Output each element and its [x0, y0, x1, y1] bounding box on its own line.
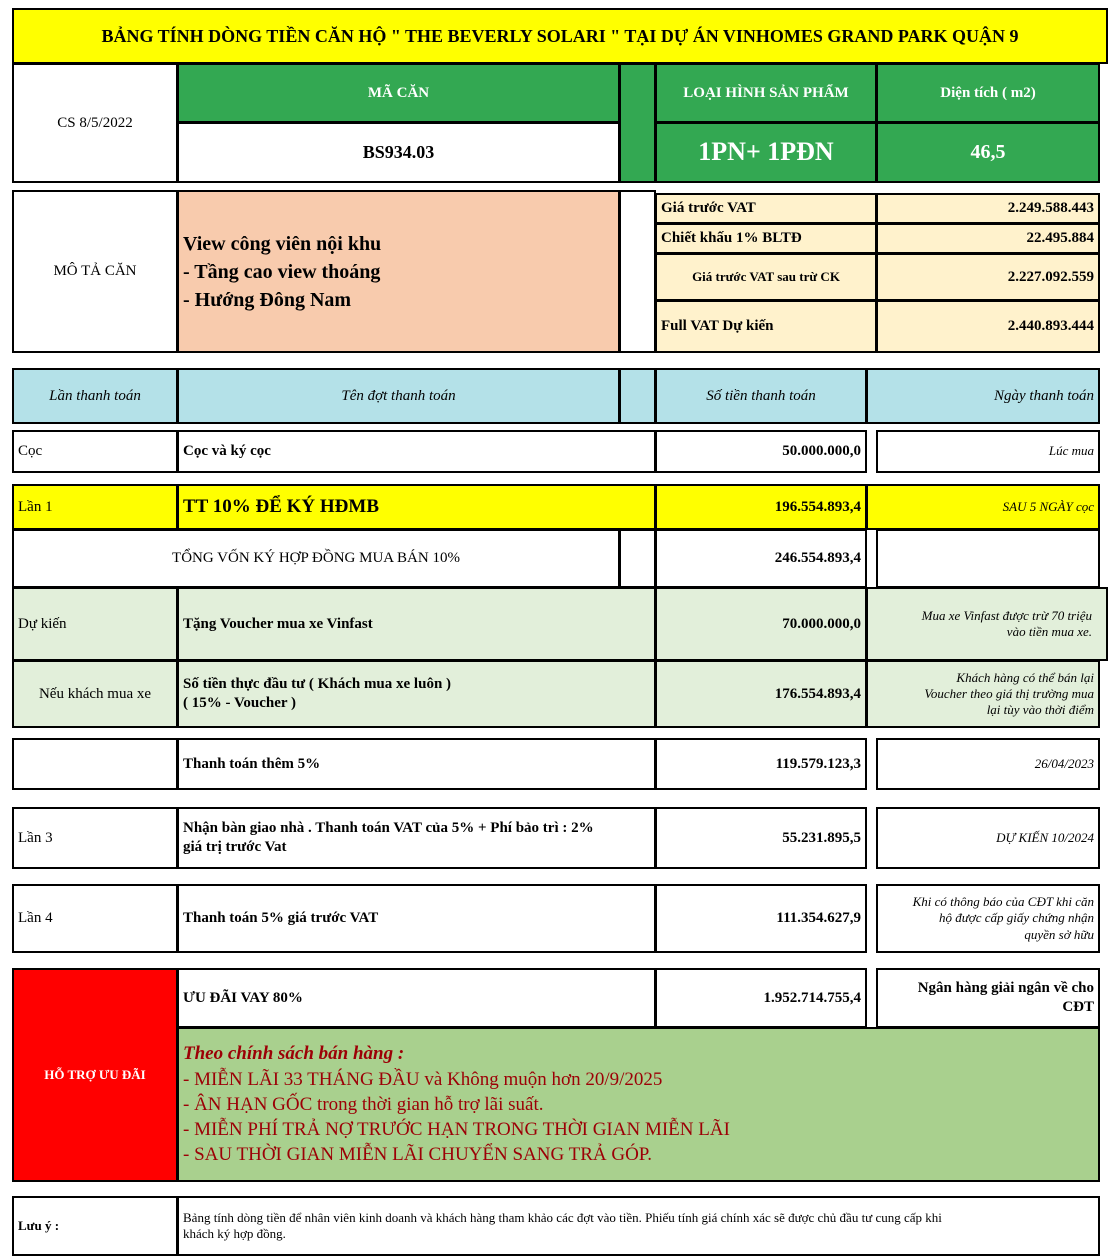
loan-note	[876, 968, 1100, 1028]
price-label: Giá trước VAT	[655, 193, 877, 224]
area-value: 46,5	[876, 122, 1100, 183]
column-header-name: Tên đợt thanh toán	[177, 368, 620, 424]
column-header-amount: Số tiền thanh toán	[655, 368, 867, 424]
row-phase: Lần 1	[12, 484, 178, 530]
row-phase: Nếu khách mua xe	[12, 660, 178, 728]
note-line: Khách hàng có thể bán lại	[956, 669, 1094, 685]
cs-date: CS 8/5/2022	[12, 63, 178, 183]
row-phase: Dự kiến	[12, 587, 178, 661]
spacer-cell	[619, 190, 656, 353]
loan-label: ƯU ĐÃI VAY 80%	[177, 968, 656, 1028]
row-date: 26/04/2023	[876, 738, 1100, 790]
row-amount: 176.554.893,4	[655, 660, 867, 728]
policy-title: Theo chính sách bán hàng :	[183, 1043, 405, 1065]
price-value: 22.495.884	[876, 223, 1100, 254]
row-name: Thanh toán 5% giá trước VAT	[177, 884, 656, 953]
total-label: TỔNG VỐN KÝ HỢP ĐỒNG MUA BÁN 10%	[12, 529, 620, 588]
row-amount: 55.231.895,5	[655, 807, 867, 869]
name-line: giá trị trước Vat	[183, 839, 287, 855]
support-label: HỖ TRỢ ƯU ĐÃI	[12, 968, 178, 1182]
description-box	[177, 190, 620, 353]
column-header-date: Ngày thanh toán	[866, 368, 1100, 424]
description-line: - Tầng cao view thoáng	[183, 260, 381, 283]
row-note	[866, 660, 1100, 728]
note-line: khách ký hợp đồng.	[183, 1226, 286, 1241]
note-text	[177, 1196, 1100, 1256]
note-line: Mua xe Vinfast được trừ 70 triệu	[921, 607, 1092, 623]
row-name: Thanh toán thêm 5%	[177, 738, 656, 790]
note-line: Ngân hàng giải ngân về cho	[917, 980, 1094, 997]
column-header-phase: Lần thanh toán	[12, 368, 178, 424]
total-amount: 246.554.893,4	[655, 529, 867, 588]
row-name: Tặng Voucher mua xe Vinfast	[177, 587, 656, 661]
description-line: View công viên nội khu	[183, 232, 382, 255]
empty-cell	[876, 529, 1100, 588]
row-note	[866, 587, 1108, 661]
note-line: quyền sở hữu	[1024, 926, 1094, 942]
row-phase: Cọc	[12, 430, 178, 473]
area-label: Diện tích ( m2)	[876, 63, 1100, 123]
note-line: Khi có thông báo của CĐT khi căn	[912, 894, 1094, 910]
policy-line: - MIỄN PHÍ TRẢ NỢ TRƯỚC HẠN TRONG THỜI GIAN MIỄN LÃI	[183, 1119, 730, 1141]
name-line: Nhận bàn giao nhà . Thanh toán VAT của 5% + Phí bảo trì : 2%	[183, 820, 594, 837]
row-phase: Lần 4	[12, 884, 178, 953]
description-line: - Hướng Đông Nam	[183, 288, 352, 311]
name-line: Số tiền thực đầu tư ( Khách mua xe luôn )	[183, 676, 452, 693]
spacer-cell	[619, 529, 656, 588]
note-line: Voucher theo giá thị trường mua	[924, 685, 1094, 701]
row-date: DỰ KIẾN 10/2024	[876, 807, 1100, 869]
policy-line: - ÂN HẠN GỐC trong thời gian hỗ trợ lãi suất.	[183, 1093, 544, 1115]
row-name: Cọc và ký cọc	[177, 430, 656, 473]
price-value: 2.440.893.444	[876, 300, 1100, 353]
row-amount: 111.354.627,9	[655, 884, 867, 953]
price-value: 2.249.588.443	[876, 193, 1100, 224]
loan-amount: 1.952.714.755,4	[655, 968, 867, 1028]
product-type-label: LOẠI HÌNH SẢN PHẨM	[655, 63, 877, 123]
row-note	[876, 884, 1100, 953]
row-amount: 119.579.123,3	[655, 738, 867, 790]
description-label: MÔ TẢ CĂN	[12, 190, 178, 353]
row-phase	[12, 738, 178, 790]
policy-box	[177, 1027, 1100, 1182]
price-label: Full VAT Dự kiến	[655, 300, 877, 353]
row-amount: 50.000.000,0	[655, 430, 867, 473]
row-phase: Lần 3	[12, 807, 178, 869]
product-type: 1PN+ 1PĐN	[655, 122, 877, 183]
row-name: TT 10% ĐỂ KÝ HĐMB	[177, 484, 656, 530]
row-name	[177, 807, 656, 869]
price-label: Chiết khấu 1% BLTĐ	[655, 223, 877, 254]
unit-code: BS934.03	[177, 122, 620, 183]
row-date: SAU 5 NGÀY cọc	[866, 484, 1100, 530]
row-amount: 70.000.000,0	[655, 587, 867, 661]
row-amount: 196.554.893,4	[655, 484, 867, 530]
policy-line: - MIỄN LÃI 33 THÁNG ĐẦU và Không muộn hơn 20/9/2025	[183, 1068, 663, 1090]
spacer-cell	[619, 63, 656, 183]
note-line: hộ được cấp giấy chứng nhận	[938, 910, 1094, 926]
note-line: vào tiền mua xe.	[1006, 624, 1092, 639]
note-label: Lưu ý :	[12, 1196, 178, 1256]
sheet-title: BẢNG TÍNH DÒNG TIỀN CĂN HỘ " THE BEVERLY SOLARI " TẠI DỰ ÁN VINHOMES GRAND PARK QUẬN 9	[12, 8, 1108, 64]
price-value: 2.227.092.559	[876, 253, 1100, 301]
note-line: lại tùy vào thời điểm	[986, 702, 1094, 718]
note-line: Bảng tính dòng tiền để nhân viên kinh doanh và khách hàng tham khảo các đợt vào tiền. Phiếu tính giá chính xác sẽ được chủ đầu tư cung cấp khi	[183, 1209, 942, 1225]
price-label: Giá trước VAT sau trừ CK	[655, 253, 877, 301]
spacer-cell	[619, 368, 656, 424]
note-line: CĐT	[1062, 999, 1094, 1015]
name-line: ( 15% - Voucher )	[183, 695, 297, 711]
row-name	[177, 660, 656, 728]
policy-line: - SAU THỜI GIAN MIỄN LÃI CHUYỂN SANG TRẢ GÓP.	[183, 1144, 653, 1166]
row-date: Lúc mua	[876, 430, 1100, 473]
unit-code-label: MÃ CĂN	[177, 63, 620, 123]
